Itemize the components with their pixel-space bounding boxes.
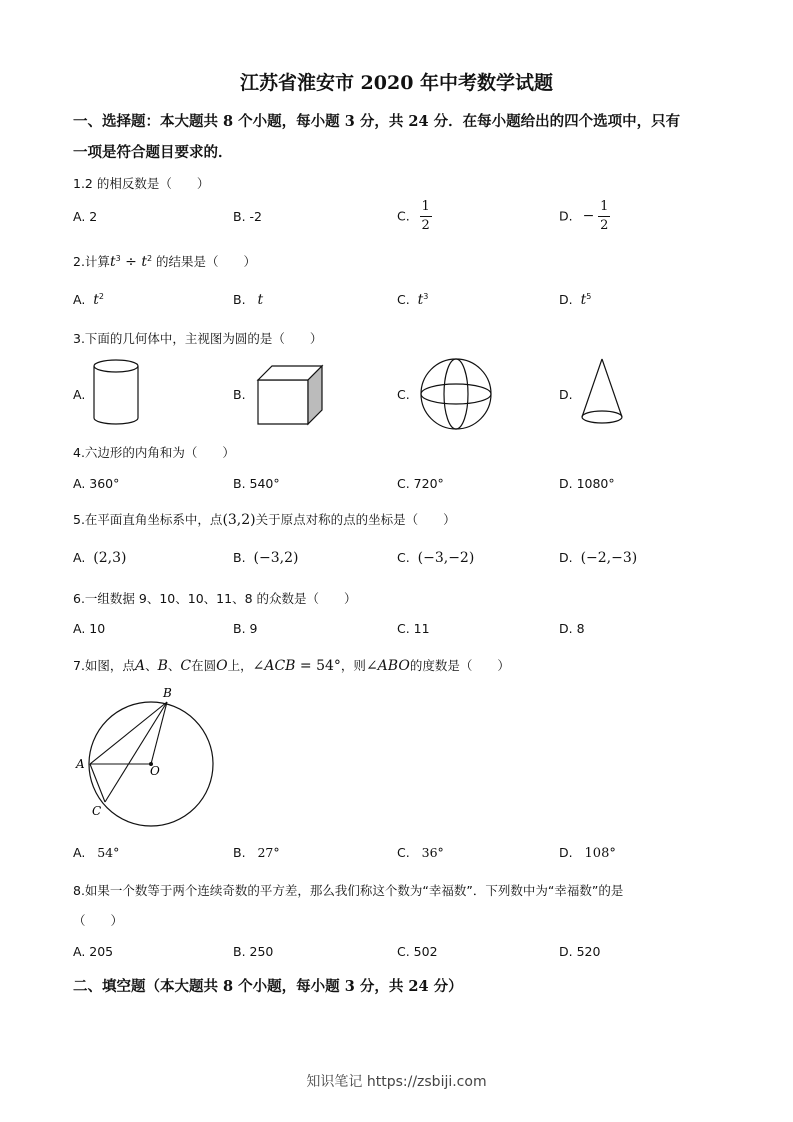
- question-1-option-d: [559, 200, 610, 234]
- option-label: D.: [559, 208, 573, 224]
- question-3-stem: 3.下面的几何体中，主视图为圆的是（ ）: [73, 331, 323, 346]
- question-3-option-d-label: D.: [559, 387, 573, 402]
- denominator: 2: [600, 218, 609, 234]
- figure-label-b: B: [163, 686, 172, 700]
- question-8-option-b: B. 250: [233, 944, 274, 959]
- minus-sign: −: [582, 208, 595, 225]
- question-1-option-b: B. -2: [233, 209, 262, 224]
- question-2-stem: 2.计算$t^3 \div t^2$ 的结果是（ ）: [73, 253, 257, 270]
- question-4-option-c: C. 720°: [397, 476, 444, 491]
- question-8-stem-line2: （ ）: [73, 913, 124, 928]
- question-7-option-a: A. 54°: [73, 845, 120, 860]
- question-6-option-d: D. 8: [559, 621, 585, 636]
- numerator: 1: [600, 199, 609, 214]
- question-5-option-c: C. (−3,−2): [397, 550, 475, 566]
- circle-geometry-figure: [72, 685, 222, 825]
- question-3-option-a-label: A.: [73, 387, 86, 402]
- question-8-stem-line1: 8.如果一个数等于两个连续奇数的平方差，那么我们称这个数为“幸福数”．下列数中为“幸福数”的是: [73, 883, 624, 898]
- fraction: [598, 200, 610, 234]
- section-1-heading-line1: 一、选择题：本大题共 8 个小题，每小题 3 分，共 24 分．在每小题给出的四个选项中，只有: [73, 113, 681, 130]
- question-5-option-d: D. (−2,−3): [559, 550, 638, 566]
- question-4-option-a: A. 360°: [73, 476, 120, 491]
- option-label: C.: [397, 208, 410, 224]
- question-6-option-a: A. 10: [73, 621, 106, 636]
- question-3-option-b-label: B.: [233, 387, 246, 402]
- question-2-option-b: B. t: [233, 292, 264, 308]
- question-7-stem: 7.如图，点A、B、C在圆O上，∠ACB = 54°，则∠ABO的度数是（ ）: [73, 658, 510, 674]
- question-5-option-b: B. (−3,2): [233, 550, 299, 566]
- section-1-heading-line2: 一项是符合题目要求的．: [73, 144, 233, 161]
- question-1-stem: 1.2 的相反数是（ ）: [73, 176, 210, 191]
- question-8-option-d: D. 520: [559, 944, 601, 959]
- figure-label-o: O: [150, 764, 160, 778]
- question-7-option-c: C. 36°: [397, 845, 444, 860]
- question-4-option-b: B. 540°: [233, 476, 280, 491]
- cone-figure: [580, 357, 626, 431]
- question-8-option-c: C. 502: [397, 944, 438, 959]
- question-4-stem: 4.六边形的内角和为（ ）: [73, 445, 235, 460]
- question-1-option-c: [397, 200, 432, 234]
- fraction: [420, 200, 432, 234]
- question-6-stem: 6.一组数据 9、10、10、11、8 的众数是（ ）: [73, 591, 357, 606]
- question-7-option-b: B. 27°: [233, 845, 280, 860]
- figure-label-c: C: [92, 804, 102, 818]
- question-7-option-d: D. 108°: [559, 845, 616, 861]
- footer-watermark-link[interactable]: 知识笔记 https://zsbiji.com: [306, 1074, 487, 1090]
- figure-label-a: A: [76, 757, 85, 771]
- question-2-option-d: D. $t^5$: [559, 292, 592, 309]
- cube-figure: [256, 364, 326, 426]
- sphere-figure: [419, 357, 493, 431]
- question-5-option-a: A. (2,3): [73, 550, 127, 566]
- page-title: 江苏省淮安市 2020 年中考数学试题: [239, 72, 554, 94]
- question-6-option-c: C. 11: [397, 621, 430, 636]
- section-2-heading: 二、填空题（本大题共 8 个小题，每小题 3 分，共 24 分）: [73, 978, 463, 995]
- question-3-option-c-label: C.: [397, 387, 410, 402]
- question-2-option-c: C. $t^3$: [397, 292, 429, 309]
- denominator: 2: [421, 218, 430, 234]
- question-2-option-a: A. $t^2$: [73, 292, 104, 309]
- question-5-stem: 5.在平面直角坐标系中，点(3,2)关于原点对称的点的坐标是（ ）: [73, 512, 456, 528]
- numerator: 1: [421, 199, 430, 214]
- question-1-option-a: A. 2: [73, 209, 98, 224]
- question-6-option-b: B. 9: [233, 621, 258, 636]
- question-8-option-a: A. 205: [73, 944, 114, 959]
- question-4-option-d: D. 1080°: [559, 476, 615, 491]
- cylinder-figure: [92, 358, 142, 428]
